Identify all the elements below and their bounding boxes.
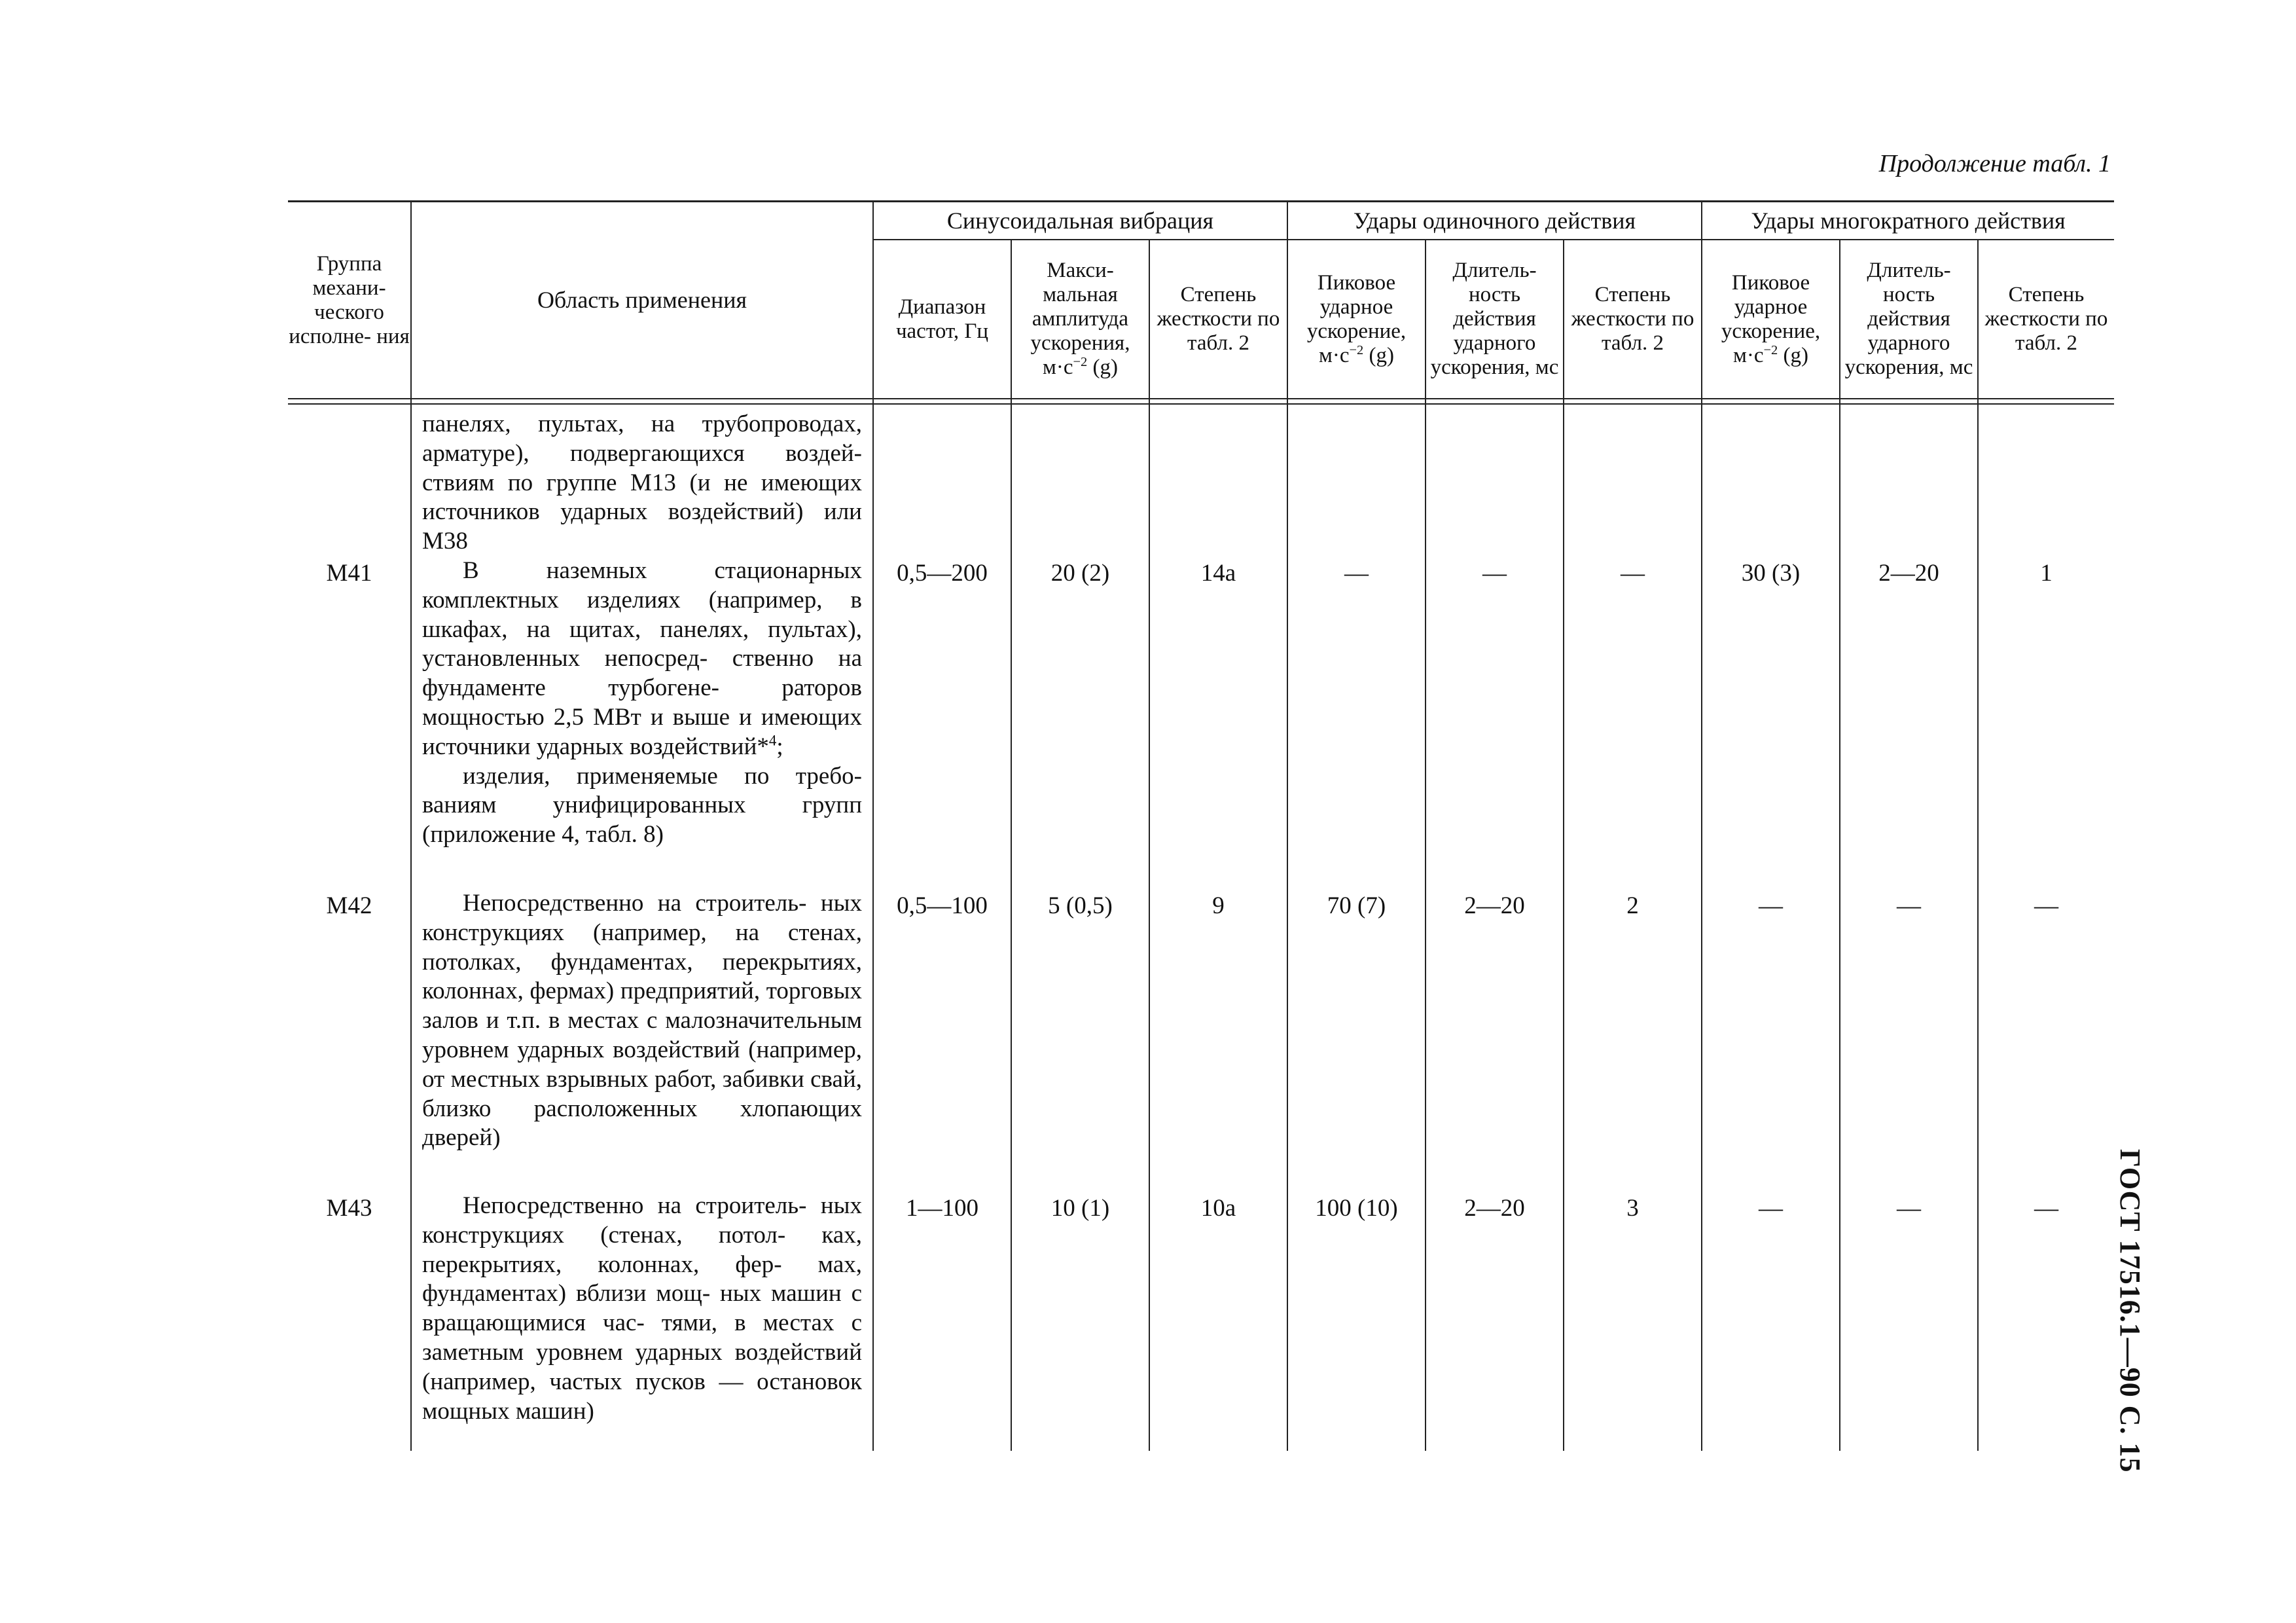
table-cell: — [1482,560,1507,587]
document-side-label: ГОСТ 17516.1—90 С. 15 [2114,1149,2146,1473]
table-cell: 2 [1626,892,1639,919]
table-cell: 100 (10) [1315,1195,1398,1222]
table-cell: — [1897,1195,1921,1222]
row-text-paragraph: Непосредственно на строитель- ных конструкциях (например, на стенах, потолках, фундаментах, перекрытиях, колоннах, фермах) предприятий, торговых залов и т.п. в местах с малозначительным уровнем ударных воздействий (например, от местных взрывных работ, забивки свай, близко расположенных хлопающих дверей) [422,890,862,1152]
table-row-text [422,1192,862,1426]
header-max-amp-unit: (g) [1087,356,1118,379]
header-peak-label [1702,271,1839,368]
row-group-label: М41 [326,560,372,587]
header-peak-text: Пиковое ударное ускорение, м·с [1306,270,1407,367]
header-sine-label: Синусоидальная вибрация [946,207,1214,234]
table-cell: 2—20 [1878,560,1939,587]
header-sine-vibration [874,202,1287,239]
header-single-label: Удары одиночного действия [1353,207,1636,234]
header-area [412,202,872,398]
table-row-text [422,410,862,556]
row-text-paragraph [422,556,862,762]
header-duration-single [1426,240,1563,398]
vibration-table [288,200,2114,1451]
table-cell: — [2034,892,2058,919]
column-divider [1977,240,1979,1451]
row-group-label: М42 [326,892,372,919]
header-severity-label: Степень жесткости по табл. 2 [1157,283,1280,355]
row-text-punct: ; [776,733,783,760]
header-peak-label [1288,271,1425,368]
table-cell: — [1897,892,1921,919]
row-group-label: М43 [326,1195,372,1222]
table-cell: — [1759,892,1783,919]
exponent: −2 [1073,355,1088,369]
table-cell: 3 [1626,1195,1639,1222]
header-group-label: Группа механи- ческого исполне- ния [289,251,410,348]
table-cell: — [1621,560,1645,587]
header-freq-label: Диапазон частот, Гц [895,295,989,343]
header-freq-range [874,240,1011,398]
exponent: −2 [1763,342,1778,357]
header-max-amplitude [1012,240,1149,398]
header-severity-sine [1150,240,1287,398]
table-row-text [422,889,862,1153]
header-max-amp-text: Макси- мальная амплитуда ускорения, м·с [1030,259,1130,379]
column-divider [1425,240,1426,1451]
column-divider [1149,240,1150,1451]
table-cell: 2—20 [1464,1195,1525,1222]
header-max-amp-label [1012,259,1149,380]
header-single-shock [1288,202,1701,239]
header-severity-multi [1979,240,2114,398]
table-cell: 0,5—100 [897,892,988,919]
header-duration-label: Длитель- ность действия ударного ускорения, мс [1430,259,1559,379]
row-text-span: В наземных стационарных комплектных изделиях (например, в шкафах, на щитах, панелях, пультах), установленных непосред- ственно на фундаменте турбогене- раторов мощностью 2,5 МВт и выше и имеющих источники ударных воздействий* [422,557,862,760]
table-cell: 5 (0,5) [1048,892,1113,919]
header-multi-shock [1702,202,2114,239]
header-duration-multi [1840,240,1977,398]
table-cell: 14а [1200,560,1236,587]
header-peak-multi [1702,240,1839,398]
row-text-paragraph: панелях, пультах, на трубопроводах, арматуре), подвергающихся воздей- ствиям по группе М13 (и не имеющих источников ударных воздействий) или М38 [422,410,862,555]
header-peak-unit: (g) [1778,343,1808,367]
table-cell: 2—20 [1464,892,1525,919]
table-cell: 30 (3) [1741,560,1801,587]
table-cell: 1—100 [906,1195,978,1222]
table-cell: 70 (7) [1327,892,1386,919]
exponent: −2 [1349,342,1364,357]
table-cell: 0,5—200 [897,560,988,587]
table-cell: — [1759,1195,1783,1222]
column-divider [1563,240,1564,1451]
header-multi-label: Удары многократного действия [1751,207,2066,234]
header-peak-single [1288,240,1425,398]
header-severity-label: Степень жесткости по табл. 2 [1571,283,1695,355]
table-cell: 9 [1212,892,1225,919]
header-peak-text: Пиковое ударное ускорение, м·с [1721,270,1821,367]
header-severity-single [1564,240,1701,398]
header-duration-label: Длитель- ность действия ударного ускорения, мс [1844,259,1973,379]
table-cell: 1 [2040,560,2053,587]
column-divider [1839,240,1840,1451]
table-cell: — [1344,560,1369,587]
table-cell: 20 (2) [1050,560,1110,587]
table-cell: — [2034,1195,2058,1222]
footnote-mark: 4 [768,732,777,749]
column-divider [1011,240,1012,1451]
row-text-paragraph: Непосредственно на строитель- ных конструкциях (стенах, потол- ках, перекрытиях, колоннах, фер- мах, фундаментах) вблизи мощ- ных машин с вращающимися час- тями, в местах с заметным уровнем ударных воздействий (например, частых пусков — остановок мощных машин) [422,1192,862,1425]
table-cell: 10 (1) [1050,1195,1110,1222]
row-text-paragraph: изделия, применяемые по требо- ваниям унифицированных групп (приложение 4, табл. 8) [422,762,862,848]
header-severity-label: Степень жесткости по табл. 2 [1984,283,2108,355]
header-group [288,202,410,398]
continuation-label: Продолжение табл. 1 [1878,150,2111,177]
header-peak-unit: (g) [1363,343,1394,367]
header-area-label: Область применения [537,287,747,313]
table-cell: 10а [1200,1195,1236,1222]
table-row-text [422,556,862,850]
